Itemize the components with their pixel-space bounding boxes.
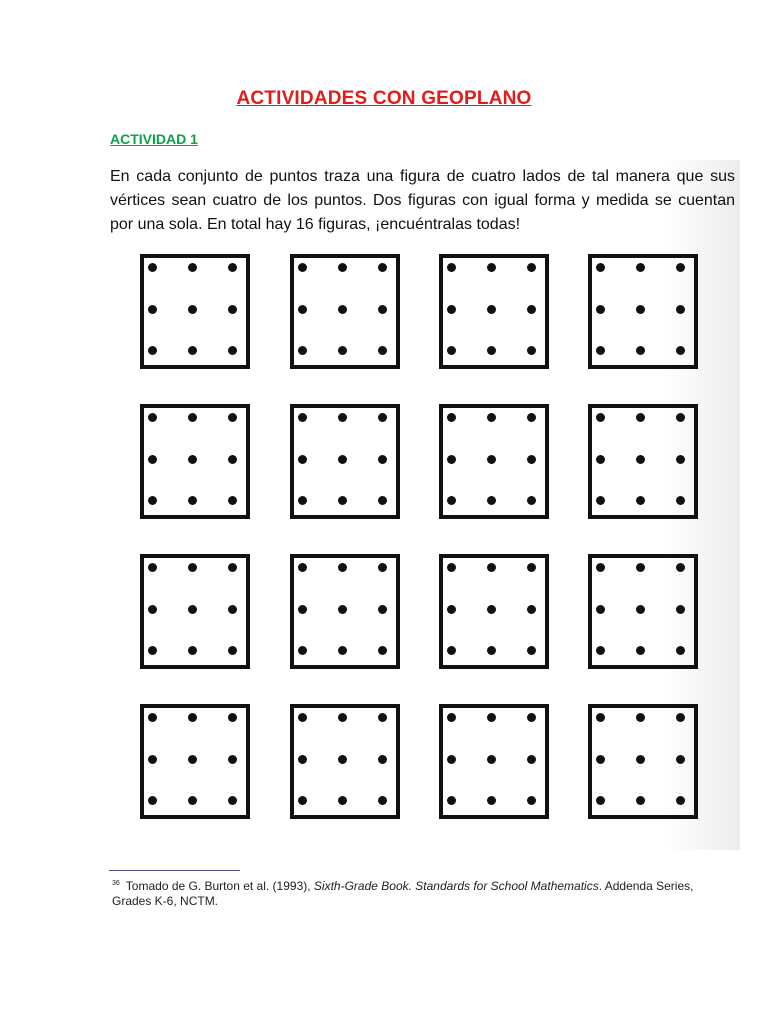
footnote-text-before: Tomado de G. Burton et al. (1993), (125, 879, 314, 893)
geoplane-dot (636, 413, 645, 422)
geoplane-dot (447, 755, 456, 764)
geoplane-dot (447, 305, 456, 314)
geoplane-dot (338, 305, 347, 314)
geoplane-dot (447, 563, 456, 572)
geoplane-dot (298, 563, 307, 572)
geoplane-dot (447, 455, 456, 464)
geoplane-dot (487, 713, 496, 722)
geoplane-dot (527, 305, 536, 314)
geoplane-dot (298, 713, 307, 722)
geoplane-dot (636, 346, 645, 355)
geoplane-dot (228, 346, 237, 355)
geoplane-dot (527, 755, 536, 764)
geoplane-dot (487, 455, 496, 464)
geoplane-dot (676, 605, 685, 614)
geoplane-board (439, 704, 549, 819)
geoplane-dot (487, 346, 496, 355)
geoplane-board (290, 254, 400, 369)
geoplane-dot (378, 605, 387, 614)
geoplane-dot (676, 346, 685, 355)
geoplane-dot (298, 755, 307, 764)
geoplane-dot (228, 263, 237, 272)
geoplane-dot (298, 263, 307, 272)
geoplane-dot (527, 605, 536, 614)
geoplane-dot (527, 346, 536, 355)
geoplane-dot (338, 413, 347, 422)
geoplane-dot (228, 455, 237, 464)
geoplane-board (439, 254, 549, 369)
geoplane-dot (527, 713, 536, 722)
geoplane-dot (298, 413, 307, 422)
geoplane-dot (676, 796, 685, 805)
geoplane-dot (636, 496, 645, 505)
geoplane-dot (148, 263, 157, 272)
geoplane-dot (338, 796, 347, 805)
geoplane-dot (527, 646, 536, 655)
geoplane-dot (527, 796, 536, 805)
geoplane-dot (596, 646, 605, 655)
geoplane-dot (378, 496, 387, 505)
geoplane-dot (188, 605, 197, 614)
geoplane-dot (338, 755, 347, 764)
geoplane-dot (447, 413, 456, 422)
geoplane-dot (676, 755, 685, 764)
geoplane-dot (447, 605, 456, 614)
geoplane-dot (228, 563, 237, 572)
geoplane-dot (447, 713, 456, 722)
geoplane-board (588, 704, 698, 819)
geoplane-dot (298, 646, 307, 655)
geoplane-dot (228, 755, 237, 764)
geoplane-dot (447, 796, 456, 805)
page-title: ACTIVIDADES CON GEOPLANO (236, 88, 532, 109)
geoplane-board (439, 554, 549, 669)
geoplane-dot (636, 263, 645, 272)
geoplane-dot (228, 305, 237, 314)
geoplane-dot (338, 713, 347, 722)
geoplane-dot (228, 713, 237, 722)
geoplane-dot (636, 563, 645, 572)
geoplane-dot (228, 796, 237, 805)
footnote (112, 876, 732, 908)
geoplane-dot (148, 796, 157, 805)
geoplane-dot (338, 496, 347, 505)
geoplane-dot (148, 563, 157, 572)
geoplane-dot (188, 713, 197, 722)
geoplane-dot (148, 713, 157, 722)
geoplane-dot (636, 796, 645, 805)
geoplane-dot (527, 413, 536, 422)
geoplane-dot (487, 263, 496, 272)
geoplane-dot (148, 646, 157, 655)
geoplane-dot (378, 755, 387, 764)
geoplane-dot (447, 263, 456, 272)
geoplane-dot (487, 646, 496, 655)
footnote-text-after: . Addenda Series, Grades K-6, NCTM. (112, 879, 694, 908)
geoplane-dot (487, 413, 496, 422)
geoplane-dot (228, 605, 237, 614)
geoplane-dot (148, 755, 157, 764)
geoplane-dot (228, 413, 237, 422)
geoplane-dot (527, 563, 536, 572)
geoplane-dot (636, 755, 645, 764)
geoplane-board (290, 704, 400, 819)
geoplane-dot (188, 455, 197, 464)
geoplane-dot (596, 263, 605, 272)
geoplane-dot (676, 263, 685, 272)
geoplane-dot (378, 413, 387, 422)
geoplane-dot (596, 305, 605, 314)
geoplane-board (140, 554, 250, 669)
geoplane-dot (148, 305, 157, 314)
geoplane-dot (228, 646, 237, 655)
geoplane-dot (596, 496, 605, 505)
geoplane-dot (636, 455, 645, 464)
geoplane-dot (487, 496, 496, 505)
geoplane-dot (487, 605, 496, 614)
geoplane-dot (378, 713, 387, 722)
geoplane-dot (596, 605, 605, 614)
geoplane-dot (636, 305, 645, 314)
geoplane-dot (676, 455, 685, 464)
geoplane-board (588, 254, 698, 369)
footnote-separator (109, 870, 240, 871)
geoplane-dot (596, 755, 605, 764)
geoplane-dot (148, 496, 157, 505)
geoplane-board (588, 404, 698, 519)
geoplane-dot (228, 496, 237, 505)
activity-instructions: En cada conjunto de puntos traza una figura de cuatro lados de tal manera que sus vértices sean cuatro de los puntos. Dos figuras con igual forma y medida se cuentan por una sola. En total hay 16 figuras, ¡encuéntralas todas! (110, 168, 735, 233)
geoplane-dot (487, 755, 496, 764)
geoplane-dot (527, 455, 536, 464)
footnote-marker: 36 (112, 880, 120, 887)
geoplane-dot (487, 305, 496, 314)
geoplane-dot (188, 646, 197, 655)
geoplane-dot (378, 455, 387, 464)
geoplane-dot (188, 496, 197, 505)
geoplane-dot (378, 646, 387, 655)
geoplane-dot (447, 646, 456, 655)
geoplane-dot (676, 305, 685, 314)
geoplane-dot (188, 413, 197, 422)
geoplane-dot (188, 263, 197, 272)
geoplane-board (140, 704, 250, 819)
geoplane-dot (298, 455, 307, 464)
geoplane-dot (636, 646, 645, 655)
footnote-title: Sixth-Grade Book. Standards for School Mathematics (313, 879, 599, 893)
geoplane-dot (298, 605, 307, 614)
geoplane-dot (487, 563, 496, 572)
geoplane-board (290, 404, 400, 519)
geoplane-dot (298, 346, 307, 355)
geoplane-dot (596, 563, 605, 572)
geoplane-board (140, 254, 250, 369)
geoplane-dot (188, 563, 197, 572)
geoplane-dot (188, 796, 197, 805)
geoplane-dot (596, 796, 605, 805)
geoplane-dot (148, 455, 157, 464)
geoplane-dot (676, 646, 685, 655)
geoplane-dot (636, 713, 645, 722)
geoplane-dot (676, 563, 685, 572)
geoplane-dot (596, 713, 605, 722)
geoplane-board (588, 554, 698, 669)
geoplane-dot (487, 796, 496, 805)
geoplane-dot (378, 263, 387, 272)
geoplane-dot (378, 346, 387, 355)
geoplane-dot (447, 346, 456, 355)
geoplane-dot (596, 455, 605, 464)
geoplane-dot (148, 413, 157, 422)
geoplane-dot (447, 496, 456, 505)
geoplane-dot (676, 496, 685, 505)
geoplane-dot (298, 305, 307, 314)
geoplane-dot (676, 713, 685, 722)
geoplane-dot (596, 413, 605, 422)
geoplane-dot (338, 455, 347, 464)
geoplane-dot (338, 605, 347, 614)
geoplane-dot (676, 413, 685, 422)
geoplane-dot (298, 496, 307, 505)
geoplane-dot (338, 263, 347, 272)
geoplane-dot (596, 346, 605, 355)
geoplane-dot (148, 605, 157, 614)
geoplane-dot (188, 346, 197, 355)
geoplane-dot (378, 563, 387, 572)
geoplane-dot (338, 646, 347, 655)
geoplane-board (140, 404, 250, 519)
geoplane-dot (298, 796, 307, 805)
geoplane-dot (636, 605, 645, 614)
geoplane-dot (188, 755, 197, 764)
activity-heading: ACTIVIDAD 1 (110, 131, 198, 147)
geoplane-dot (527, 496, 536, 505)
geoplane-board (290, 554, 400, 669)
geoplane-dot (378, 796, 387, 805)
geoplane-dot (188, 305, 197, 314)
geoplane-dot (378, 305, 387, 314)
geoplane-dot (338, 346, 347, 355)
geoplane-dot (338, 563, 347, 572)
geoplane-dot (527, 263, 536, 272)
geoplane-dot (148, 346, 157, 355)
geoplane-board (439, 404, 549, 519)
